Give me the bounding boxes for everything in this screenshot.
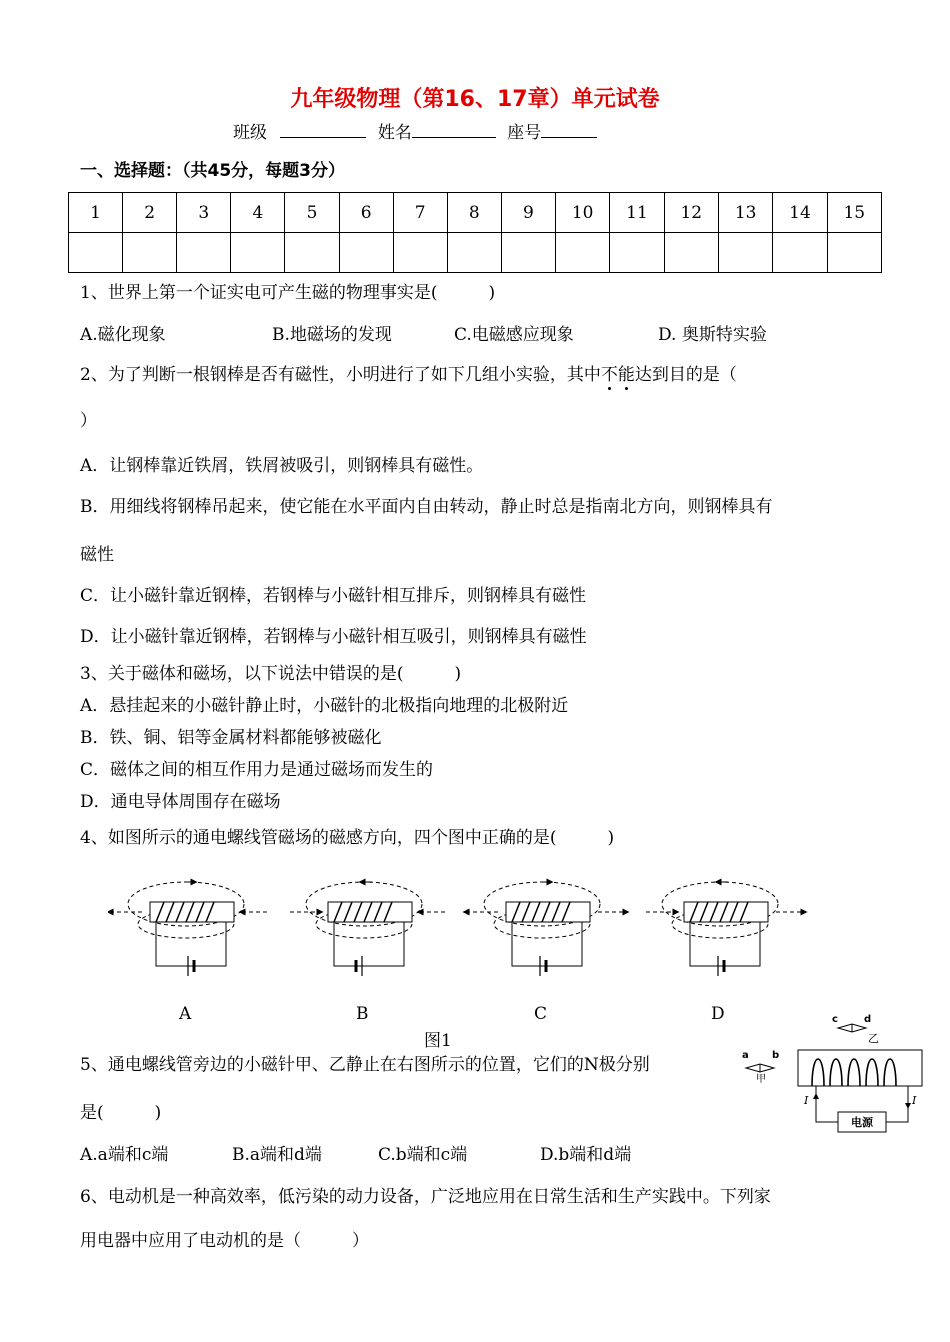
- q6-stem: 6、电动机是一种高效率，低污染的动力设备，广泛地应用在日常生活和生产实践中。下列家: [80, 1187, 771, 1207]
- q2-stem: [80, 360, 737, 385]
- answer-blank-row: [69, 233, 882, 273]
- answer-cell[interactable]: [285, 233, 339, 273]
- answer-number: 10: [555, 193, 609, 233]
- answer-cell[interactable]: [555, 233, 609, 273]
- answer-cell[interactable]: [827, 233, 881, 273]
- name-label: 姓名: [377, 123, 412, 143]
- q3-option-d: D．通电导体周围存在磁场: [80, 792, 281, 812]
- seat-blank: [541, 123, 597, 138]
- q2-stem-line2: ）: [80, 411, 97, 431]
- power-source-label: 电源: [851, 1116, 873, 1129]
- answer-number: 6: [339, 193, 393, 233]
- answer-cell[interactable]: [69, 233, 123, 273]
- answer-number: 11: [610, 193, 664, 233]
- solenoid-diagram-d: [646, 882, 804, 976]
- answer-cell[interactable]: [664, 233, 718, 273]
- q2-option-b-cont: 磁性: [80, 545, 114, 565]
- answer-cell[interactable]: [501, 233, 555, 273]
- answer-number: 7: [393, 193, 447, 233]
- label-d: d: [864, 1014, 872, 1025]
- label-a: a: [742, 1050, 749, 1061]
- class-blank: [280, 123, 366, 138]
- q3-stem: 3、关于磁体和磁场，以下说法中错误的是( ): [80, 664, 462, 684]
- class-label: 班级: [233, 123, 267, 143]
- name-blank: [412, 123, 496, 138]
- answer-cell[interactable]: [718, 233, 772, 273]
- answer-number: 15: [827, 193, 881, 233]
- student-info-line: [233, 118, 603, 143]
- answer-number: 8: [447, 193, 501, 233]
- label-yi: 乙: [868, 1032, 879, 1045]
- q5-stem-line2: 是( ): [80, 1103, 162, 1123]
- answer-number: 5: [285, 193, 339, 233]
- q5-stem: 5、通电螺线管旁边的小磁针甲、乙静止在右图所示的位置，它们的N极分别: [80, 1055, 650, 1075]
- q2-option-c: C．让小磁针靠近钢棒，若钢棒与小磁针相互排斥，则钢棒具有磁性: [80, 586, 587, 606]
- diagram-label-b: B: [356, 1004, 369, 1024]
- q4-stem: 4、如图所示的通电螺线管磁场的磁感方向，四个图中正确的是( ): [80, 828, 615, 848]
- answer-cell[interactable]: [610, 233, 664, 273]
- answer-cell[interactable]: [123, 233, 177, 273]
- label-jia: 甲: [756, 1074, 766, 1085]
- answer-number: 13: [718, 193, 772, 233]
- q3-option-b: B．铁、铜、铝等金属材料都能够被磁化: [80, 728, 382, 748]
- page-title: 九年级物理（第16、17章）单元试卷: [290, 87, 660, 112]
- q2-emphasis-not: 不: [601, 360, 618, 385]
- answer-number: 1: [69, 193, 123, 233]
- q5-option-d: D.b端和d端: [540, 1145, 632, 1165]
- current-label-left: I: [804, 1094, 809, 1107]
- q1-option-b: B.地磁场的发现: [272, 325, 392, 345]
- answer-cell[interactable]: [177, 233, 231, 273]
- q3-option-a: A．悬挂起来的小磁针静止时，小磁针的北极指向地理的北极附近: [80, 696, 569, 716]
- q5-option-b: B.a端和d端: [232, 1145, 322, 1165]
- answer-number-row: [69, 193, 882, 233]
- q6-stem-line2: 用电器中应用了电动机的是（ ）: [80, 1231, 369, 1251]
- q2-option-d: D．让小磁针靠近钢棒，若钢棒与小磁针相互吸引，则钢棒具有磁性: [80, 627, 587, 647]
- answer-number: 3: [177, 193, 231, 233]
- q5-option-c: C.b端和c端: [378, 1145, 468, 1165]
- diagram-label-a: A: [179, 1004, 192, 1024]
- seat-label: 座号: [507, 123, 542, 143]
- q2-option-b: B．用细线将钢棒吊起来，使它能在水平面内自由转动，静止时总是指南北方向，则钢棒具有: [80, 497, 773, 517]
- answer-cell[interactable]: [339, 233, 393, 273]
- q1-option-d: D. 奥斯特实验: [658, 325, 767, 345]
- answer-table: [68, 192, 882, 273]
- answer-cell[interactable]: [773, 233, 827, 273]
- section-heading: 一、选择题：（共45分，每题3分）: [80, 161, 345, 181]
- solenoid-compass-figure: [740, 1010, 930, 1140]
- label-c: c: [832, 1014, 838, 1025]
- diagram-label-d: D: [711, 1004, 725, 1024]
- answer-cell[interactable]: [393, 233, 447, 273]
- answer-cell[interactable]: [231, 233, 285, 273]
- q2-stem-pre: 2、为了判断一根钢棒是否有磁性，小明进行了如下几组小实验，其中: [80, 365, 601, 385]
- diagram-label-c: C: [534, 1004, 548, 1024]
- solenoid-diagram-c: [466, 882, 626, 976]
- solenoid-diagrams: [108, 870, 808, 980]
- answer-number: 2: [123, 193, 177, 233]
- q1-stem: 1、世界上第一个证实电可产生磁的物理事实是( ): [80, 283, 496, 303]
- answer-number: 4: [231, 193, 285, 233]
- answer-cell[interactable]: [447, 233, 501, 273]
- answer-number: 14: [773, 193, 827, 233]
- q3-option-c: C．磁体之间的相互作用力是通过磁场而发生的: [80, 760, 434, 780]
- solenoid-diagram-b: [290, 882, 446, 976]
- q1-option-c: C.电磁感应现象: [454, 325, 574, 345]
- figure-caption: 图1: [424, 1031, 452, 1051]
- q5-option-a: A.a端和c端: [80, 1145, 169, 1165]
- current-label-right: I: [912, 1094, 917, 1107]
- q2-emphasis-can: 能: [618, 360, 635, 385]
- answer-number: 9: [501, 193, 555, 233]
- q2-stem-post: 达到目的是（: [634, 365, 737, 385]
- solenoid-diagram-a: [110, 882, 268, 976]
- q2-option-a: A．让钢棒靠近铁屑，铁屑被吸引，则钢棒具有磁性。: [80, 456, 484, 476]
- label-b: b: [772, 1050, 780, 1061]
- q1-option-a: A.磁化现象: [80, 325, 166, 345]
- answer-number: 12: [664, 193, 718, 233]
